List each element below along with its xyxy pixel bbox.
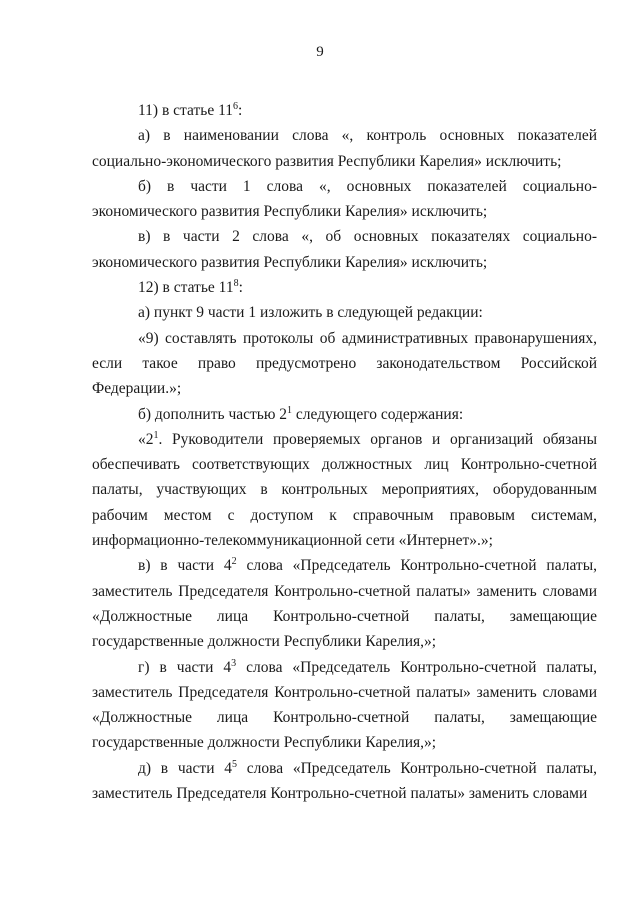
paragraph bbox=[92, 553, 597, 654]
paragraph-text: следующего содержания: bbox=[292, 405, 464, 423]
paragraph-text: : bbox=[238, 102, 243, 119]
paragraph bbox=[92, 655, 597, 756]
paragraph-text: в) в части 2 слова «, об основных показателях социально-экономического развития Республики Карелия» исключить; bbox=[92, 228, 597, 271]
paragraph-text: 12) в статье 11 bbox=[138, 279, 234, 297]
paragraph-text: б) дополнить частью 2 bbox=[138, 405, 288, 423]
paragraph bbox=[92, 275, 597, 300]
paragraph-text: : bbox=[238, 279, 243, 297]
paragraph bbox=[92, 402, 597, 427]
paragraph-text: «2 bbox=[138, 430, 154, 448]
superscript: 6 bbox=[233, 100, 238, 112]
paragraph-text: а) пункт 9 части 1 изложить в следующей редакции: bbox=[138, 304, 483, 322]
superscript: 3 bbox=[231, 657, 237, 669]
paragraph bbox=[92, 98, 597, 123]
superscript: 5 bbox=[231, 758, 237, 770]
superscript: 2 bbox=[231, 556, 237, 568]
paragraph-text: б) в части 1 слова «, основных показателей социально-экономического развития Республики Карелия» исключить; bbox=[92, 177, 597, 221]
paragraph-text: в) в части 4 bbox=[138, 557, 232, 575]
paragraph-text: 11) в статье 11 bbox=[138, 102, 233, 119]
page-number: 9 bbox=[316, 44, 324, 60]
paragraph bbox=[92, 300, 597, 325]
document-body bbox=[92, 98, 597, 806]
superscript: 1 bbox=[153, 429, 159, 441]
paragraph-text: слова «Председатель Контрольно-счетной палаты, заместитель Председателя Контрольно-счетной палаты» заменить словами «Должностные лица Контрольно-счетной палаты, замещающие государственные должности Республики Карелия,»; bbox=[92, 658, 597, 752]
paragraph-text: слова «Председатель Контрольно-счетной палаты, заместитель Председателя Контрольно-счетной палаты» заменить словами bbox=[92, 759, 597, 803]
superscript: 8 bbox=[233, 277, 239, 289]
paragraph-text: а) в наименовании слова «, контроль основных показателей социально-экономического развития Республики Карелия» исключить; bbox=[92, 127, 597, 170]
paragraph-text: д) в части 4 bbox=[138, 759, 232, 777]
paragraph bbox=[92, 326, 597, 402]
paragraph bbox=[92, 756, 597, 807]
paragraph bbox=[92, 174, 597, 225]
paragraph bbox=[92, 427, 597, 553]
paragraph-text: . Руководители проверяемых органов и организаций обязаны обеспечивать соответствующих должностных лиц Контрольно-счетной палаты, участвующих в контрольных мероприятиях, оборудованным рабочим местом с доступом к справочным правовым системам, информационно-телекоммуникационной сети «Интернет».»; bbox=[92, 430, 597, 550]
superscript: 1 bbox=[287, 404, 293, 416]
paragraph bbox=[92, 224, 597, 275]
paragraph-text: слова «Председатель Контрольно-счетной палаты, заместитель Председателя Контрольно-счетной палаты» заменить словами «Должностные лица Контрольно-счетной палаты, замещающие государственные должности Республики Карелия,»; bbox=[92, 557, 597, 651]
paragraph-text: г) в части 4 bbox=[138, 658, 232, 676]
paragraph bbox=[92, 123, 597, 174]
paragraph-text: «9) составлять протоколы об административных правонарушениях, если такое право предусмотрено законодательством Российской Федерации.»; bbox=[92, 329, 597, 398]
